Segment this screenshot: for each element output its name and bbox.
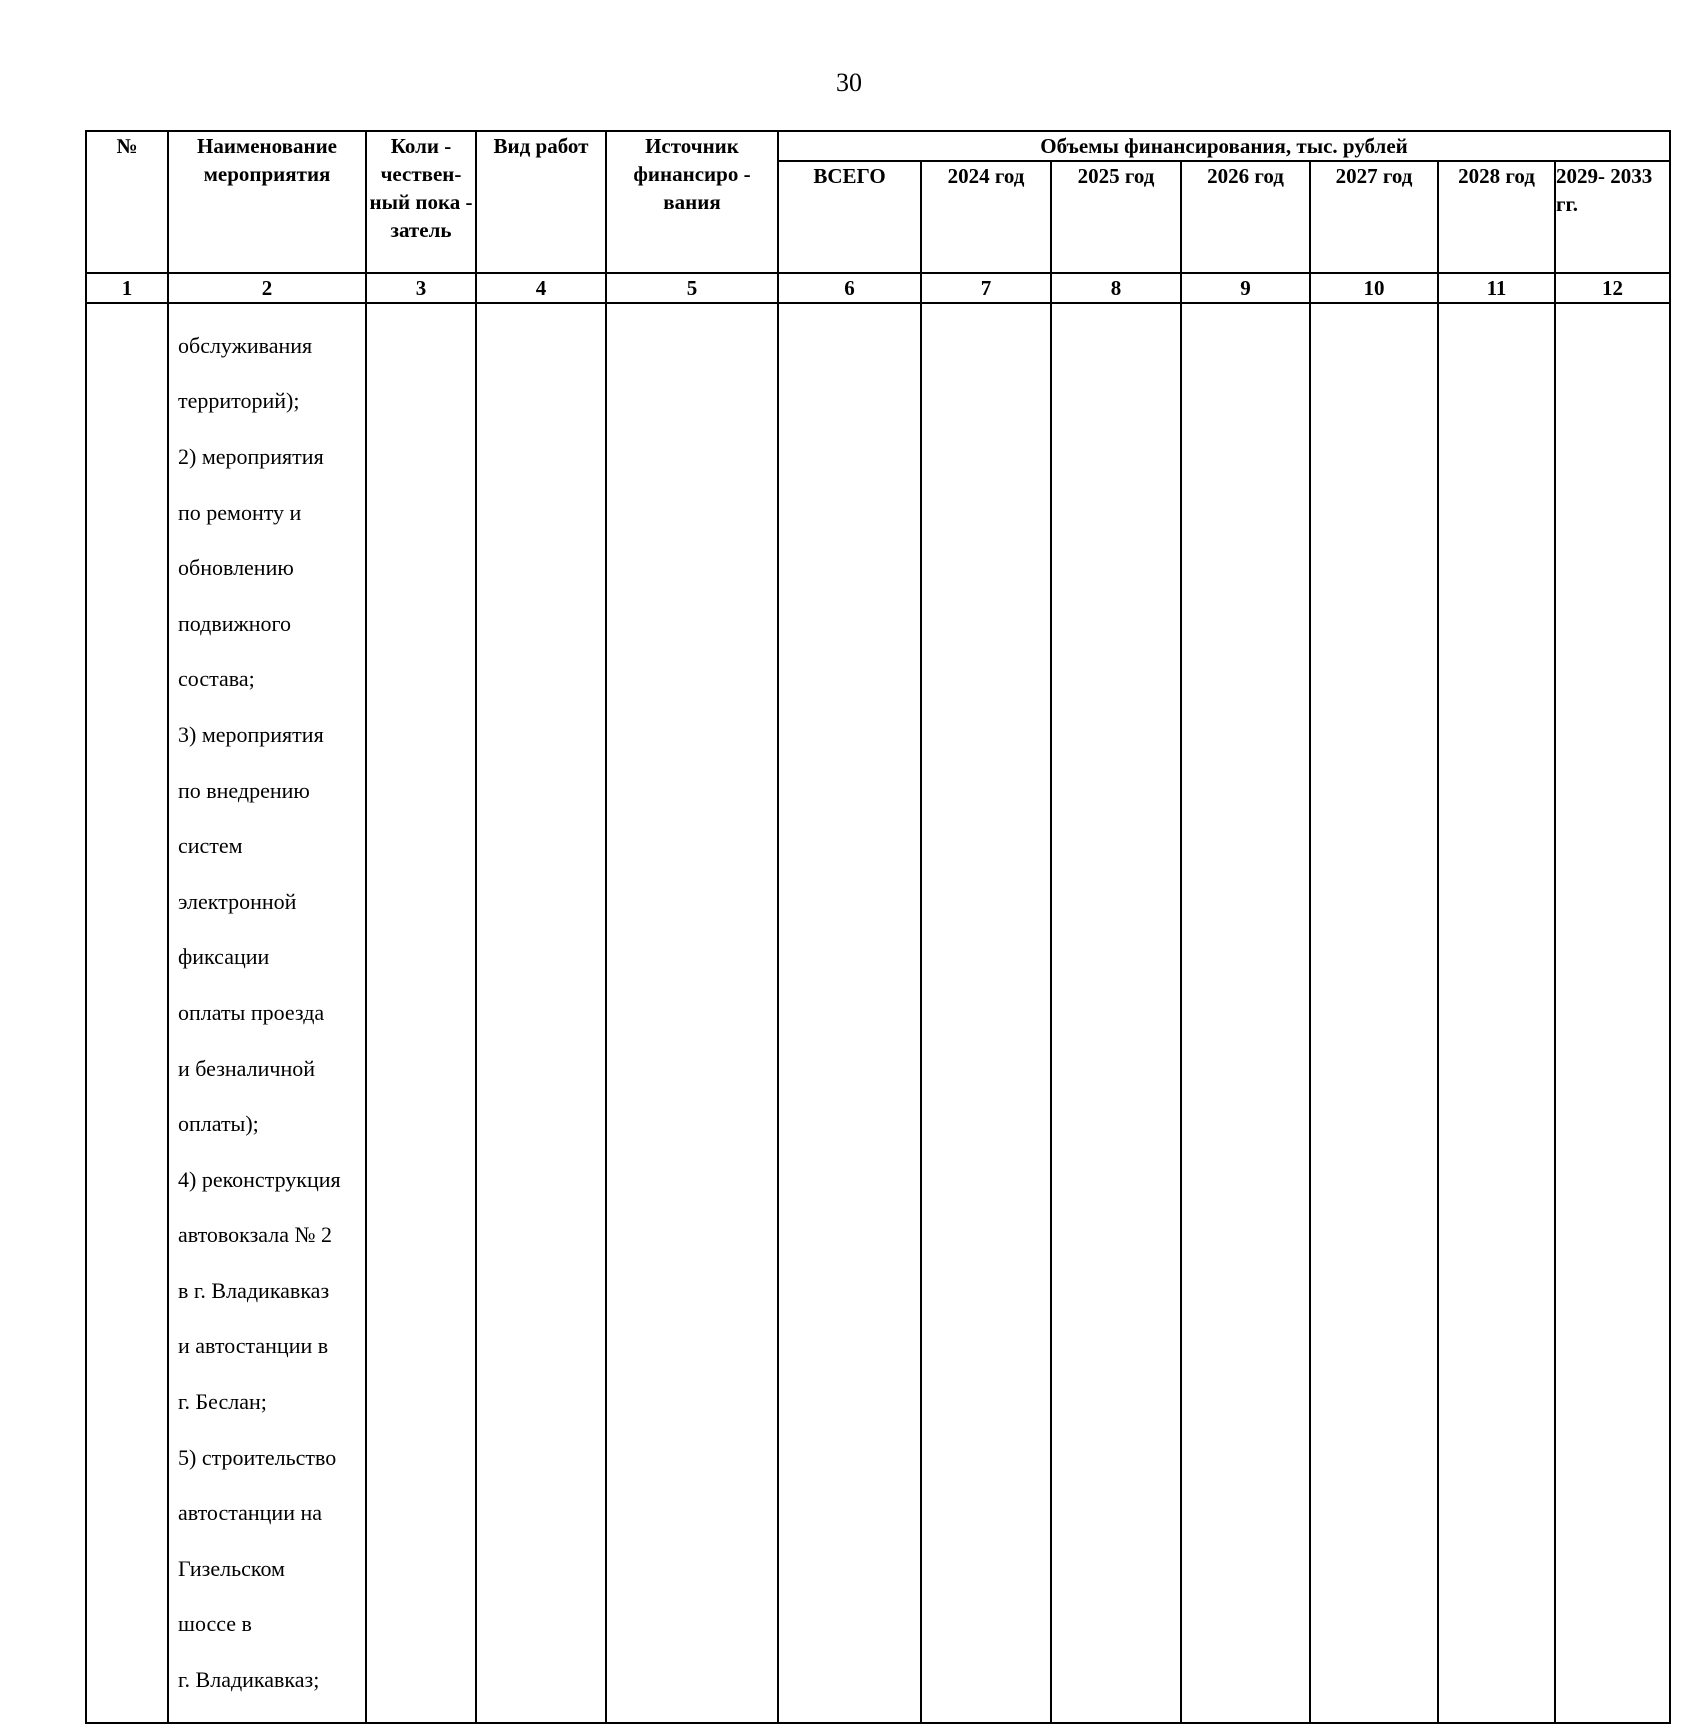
- header-2025-text: 2025 год: [1077, 164, 1155, 188]
- cell-2028: [1438, 303, 1555, 1723]
- cell-2029-2033: [1555, 303, 1670, 1723]
- name-line: г. Владикавказ;: [178, 1667, 320, 1693]
- name-line: автостанции на: [178, 1500, 323, 1526]
- name-line: систем: [178, 833, 243, 859]
- header-2024: [921, 161, 1051, 273]
- header-2028: [1438, 161, 1555, 273]
- event-name-text: [169, 304, 365, 1722]
- table-row: [86, 303, 1670, 1723]
- column-number-row: [86, 273, 1670, 303]
- header-total: [778, 161, 921, 273]
- cell-name: [168, 303, 366, 1723]
- header-2027-text: 2027 год: [1335, 164, 1413, 188]
- header-quantity-text: Коли - чествен- ный пока - затель: [369, 134, 473, 242]
- header-total-text: ВСЕГО: [813, 164, 886, 188]
- cell-quantity: [366, 303, 476, 1723]
- column-number: 1: [86, 273, 168, 303]
- column-number: 10: [1310, 273, 1438, 303]
- funding-table: [85, 130, 1671, 1724]
- name-line: в г. Владикавказ: [178, 1277, 330, 1303]
- column-number: 11: [1438, 273, 1555, 303]
- name-line: и автостанции в: [178, 1333, 329, 1359]
- cell-2024: [921, 303, 1051, 1723]
- cell-2026: [1181, 303, 1310, 1723]
- cell-source: [606, 303, 778, 1723]
- header-number-text: №: [116, 134, 138, 158]
- name-line: по ремонту и: [178, 499, 302, 525]
- name-line: оплаты проезда: [178, 999, 325, 1025]
- name-line: подвижного: [178, 610, 291, 636]
- page-number: 30: [836, 68, 862, 97]
- name-line: 3) мероприятия: [178, 721, 324, 747]
- header-work-type-text: Вид работ: [493, 134, 589, 158]
- name-line: и безналичной: [178, 1055, 315, 1081]
- header-2028-text: 2028 год: [1458, 164, 1535, 188]
- name-line: состава;: [178, 666, 255, 692]
- cell-2025: [1051, 303, 1181, 1723]
- cell-total: [778, 303, 921, 1723]
- name-line: оплаты);: [178, 1111, 259, 1137]
- header-2026: [1181, 161, 1310, 273]
- header-2026-text: 2026 год: [1207, 164, 1284, 188]
- column-number: 3: [366, 273, 476, 303]
- cell-number: [86, 303, 168, 1723]
- name-line: Гизельском: [178, 1555, 285, 1581]
- cell-2027: [1310, 303, 1438, 1723]
- header-source-text: Источник финансиро - вания: [633, 134, 751, 214]
- name-line: по внедрению: [178, 777, 310, 803]
- column-number: 9: [1181, 273, 1310, 303]
- header-name-text: Наименование мероприятия: [197, 134, 337, 186]
- header-2027: [1310, 161, 1438, 273]
- header-funding-group-text: Объемы финансирования, тыс. рублей: [1040, 134, 1408, 158]
- header-name: [168, 131, 366, 273]
- column-number: 8: [1051, 273, 1181, 303]
- name-line: электронной: [178, 888, 297, 914]
- name-line: 4) реконструкция: [178, 1166, 341, 1192]
- header-quantity: [366, 131, 476, 273]
- cell-work-type: [476, 303, 606, 1723]
- column-number: 2: [168, 273, 366, 303]
- column-number: 12: [1555, 273, 1670, 303]
- header-source: [606, 131, 778, 273]
- name-line: обновлению: [178, 555, 294, 581]
- name-line: 5) строительство: [178, 1444, 337, 1470]
- name-line: автовокзала № 2: [178, 1222, 332, 1248]
- header-2025: [1051, 161, 1181, 273]
- name-line: 2) мероприятия: [178, 443, 324, 469]
- header-2024-text: 2024 год: [947, 164, 1025, 188]
- column-number: 7: [921, 273, 1051, 303]
- name-line: обслуживания: [178, 332, 313, 358]
- name-line: фиксации: [178, 944, 270, 970]
- header-number: [86, 131, 168, 273]
- name-line: территорий);: [178, 388, 300, 414]
- name-line: г. Беслан;: [178, 1389, 267, 1415]
- column-number: 6: [778, 273, 921, 303]
- header-funding-group: [778, 131, 1670, 161]
- header-2029-2033: [1555, 161, 1670, 273]
- name-line: шоссе в: [178, 1611, 252, 1637]
- header-2029-2033-text: 2029- 2033 гг.: [1556, 164, 1653, 216]
- column-number: 4: [476, 273, 606, 303]
- column-number: 5: [606, 273, 778, 303]
- header-work-type: [476, 131, 606, 273]
